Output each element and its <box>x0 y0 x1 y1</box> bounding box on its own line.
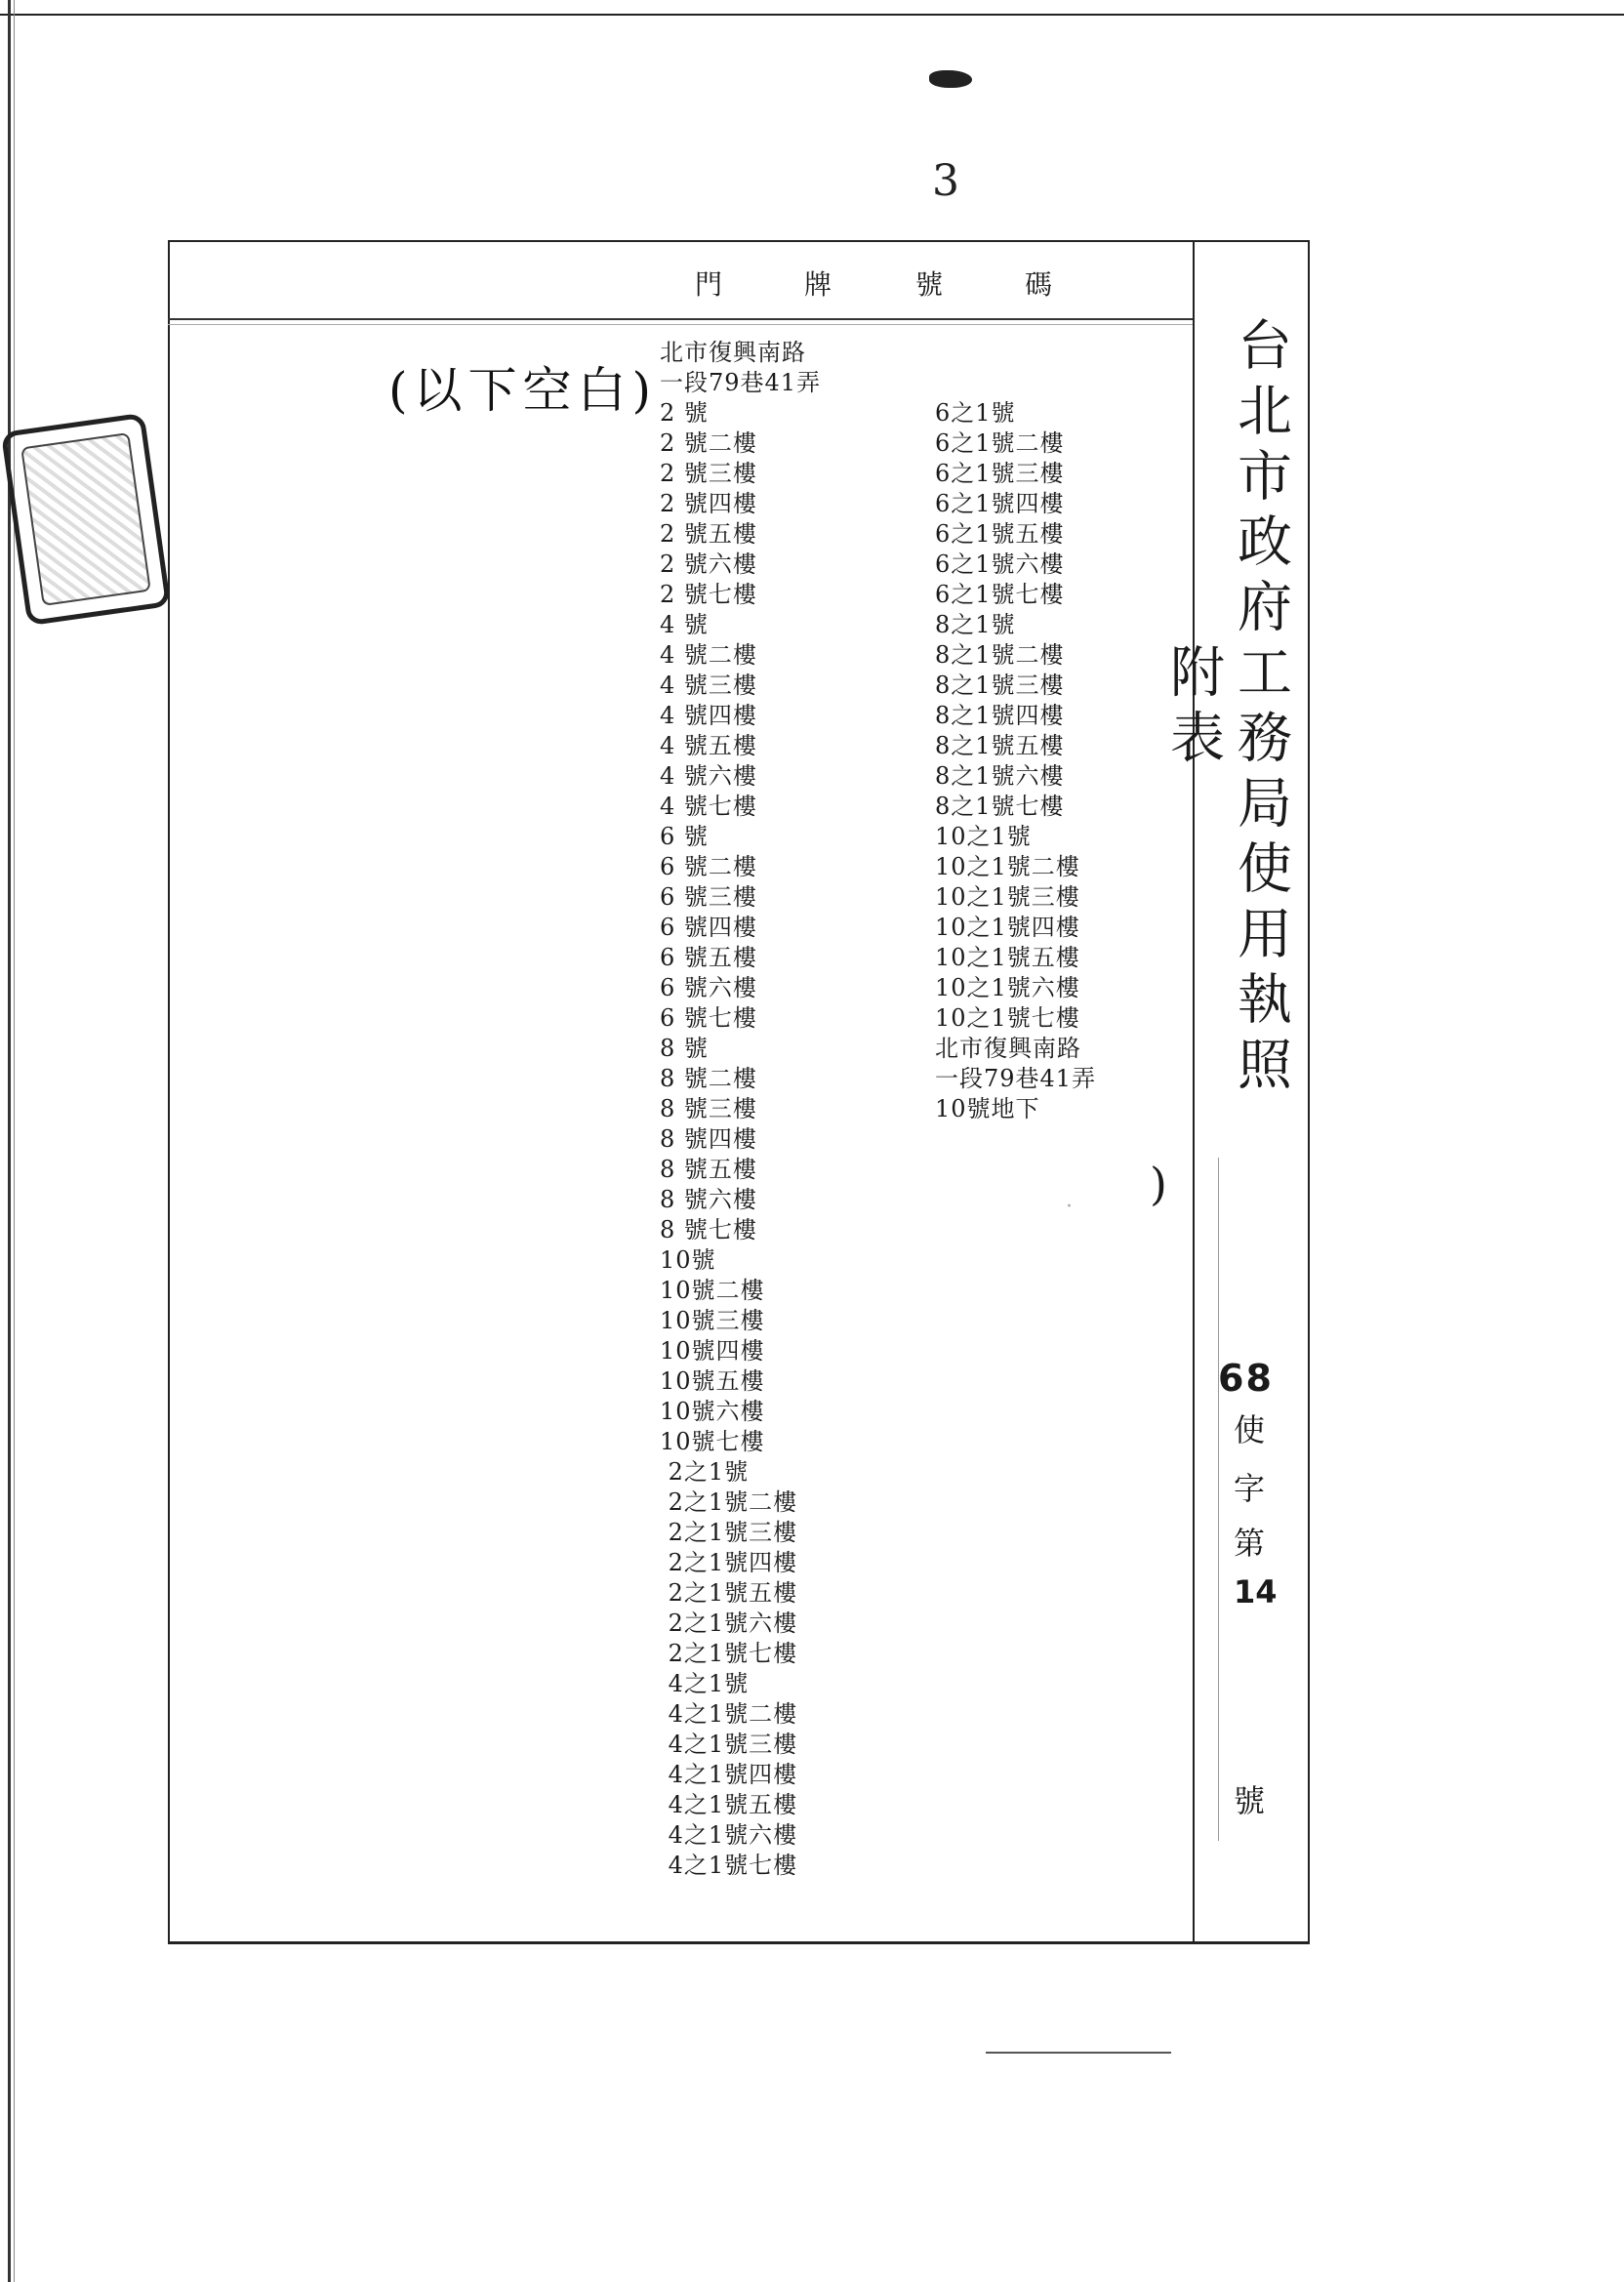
address-entry: 北市復興南路 <box>935 1035 1081 1062</box>
address-entry: 2之1號 <box>660 1458 750 1486</box>
address-entry: 2之1號三樓 <box>660 1519 798 1546</box>
address-entry: 8之1號七樓 <box>935 793 1065 820</box>
address-entry: 2之1號六樓 <box>660 1610 798 1637</box>
permit-number: 14 <box>1234 1573 1278 1610</box>
address-entry: 10之1號 <box>935 823 1032 850</box>
address-entry: 6 號六樓 <box>660 974 757 1001</box>
header-rule <box>168 318 1193 320</box>
address-entry: 6之1號 <box>935 399 1016 427</box>
title-divider <box>1193 240 1195 1944</box>
header-label-men: 門 <box>695 268 725 301</box>
address-entry: 10之1號二樓 <box>935 853 1080 880</box>
permit-char-hao: 號 <box>1234 1782 1266 1819</box>
address-entry: 6 號三樓 <box>660 883 757 911</box>
address-entry: 6 號四樓 <box>660 914 757 941</box>
address-entry: 10號二樓 <box>660 1277 765 1304</box>
address-entry: 8之1號三樓 <box>935 672 1065 699</box>
address-entry: 4之1號五樓 <box>660 1791 798 1818</box>
address-entry: 4之1號三樓 <box>660 1731 798 1758</box>
blank-below-note: (以下空白) <box>388 362 658 419</box>
address-entry: 6之1號四樓 <box>935 490 1065 517</box>
address-entry: 2之1號五樓 <box>660 1579 798 1607</box>
permit-char-zi: 字 <box>1234 1470 1266 1507</box>
address-entry: 8之1號二樓 <box>935 641 1065 669</box>
faint-ink-mark: · <box>1066 1195 1073 1219</box>
address-entry: 2之1號七樓 <box>660 1640 798 1667</box>
address-entry: 6之1號三樓 <box>935 460 1065 487</box>
address-entry: 8之1號五樓 <box>935 732 1065 759</box>
address-entry: 8之1號六樓 <box>935 762 1065 790</box>
address-entry: 2 號六樓 <box>660 550 757 578</box>
scan-edge-left <box>8 0 11 2282</box>
document-title: 台北市政府工務局使用執照附表 <box>1161 316 1292 1101</box>
bracket-mark: ) <box>1150 1158 1167 1210</box>
address-entry: 10號四樓 <box>660 1337 765 1365</box>
address-column-right <box>935 398 1096 1124</box>
official-seal-stamp <box>1 413 171 627</box>
address-entry: 2 號 <box>660 399 709 427</box>
address-entry: 10號三樓 <box>660 1307 765 1334</box>
address-entry: 一段79巷41弄 <box>660 369 822 396</box>
address-entry: 2 號七樓 <box>660 581 757 608</box>
permit-divider <box>1218 1158 1219 1841</box>
address-entry: 2之1號二樓 <box>660 1488 798 1516</box>
address-entry: 4之1號 <box>660 1670 750 1697</box>
address-entry: 6之1號五樓 <box>935 520 1065 548</box>
seal-pattern <box>20 432 151 606</box>
address-entry: 6 號七樓 <box>660 1004 757 1032</box>
address-entry: 4 號二樓 <box>660 641 757 669</box>
ink-blot <box>929 70 972 88</box>
address-entry: 8 號四樓 <box>660 1125 757 1153</box>
header-label-hao: 號 <box>915 268 946 301</box>
address-entry: 10之1號四樓 <box>935 914 1080 941</box>
address-entry: 8之1號 <box>935 611 1016 638</box>
address-entry: 10之1號六樓 <box>935 974 1080 1001</box>
address-entry: 6 號二樓 <box>660 853 757 880</box>
address-entry: 6之1號七樓 <box>935 581 1065 608</box>
address-entry: 4之1號二樓 <box>660 1700 798 1728</box>
address-entry: 一段79巷41弄 <box>935 1065 1097 1092</box>
address-entry: 10號地下 <box>935 1095 1040 1122</box>
scan-edge-left-inner <box>14 0 15 2282</box>
address-entry: 10號六樓 <box>660 1398 765 1425</box>
address-entry: 6之1號二樓 <box>935 429 1065 457</box>
address-entry: 2 號三樓 <box>660 460 757 487</box>
address-entry: 4 號六樓 <box>660 762 757 790</box>
address-entry: 10號 <box>660 1246 716 1274</box>
address-entry: 2 號二樓 <box>660 429 757 457</box>
address-entry: 2之1號四樓 <box>660 1549 798 1576</box>
address-entry: 4 號四樓 <box>660 702 757 729</box>
address-entry: 8 號六樓 <box>660 1186 757 1213</box>
header-rule-secondary <box>168 324 1193 325</box>
address-entry: 10號七樓 <box>660 1428 765 1455</box>
scan-edge-top <box>0 14 1624 16</box>
address-entry: 8 號三樓 <box>660 1095 757 1122</box>
address-entry: 6 號五樓 <box>660 944 757 971</box>
address-entry: 北市復興南路 <box>660 339 806 366</box>
permit-char-di: 第 <box>1234 1525 1266 1562</box>
permit-year: 68 <box>1218 1357 1274 1400</box>
address-column-left <box>660 338 821 1881</box>
address-entry: 4之1號六樓 <box>660 1821 798 1849</box>
address-entry: 10之1號三樓 <box>935 883 1080 911</box>
address-entry: 2 號五樓 <box>660 520 757 548</box>
address-entry: 10之1號七樓 <box>935 1004 1080 1032</box>
address-entry: 8 號七樓 <box>660 1216 757 1243</box>
address-entry: 8 號 <box>660 1035 709 1062</box>
bottom-rule <box>986 2052 1171 2054</box>
address-entry: 4 號 <box>660 611 709 638</box>
address-entry: 8之1號四樓 <box>935 702 1065 729</box>
header-label-pai: 牌 <box>804 268 834 301</box>
address-entry: 4 號五樓 <box>660 732 757 759</box>
address-entry: 6之1號六樓 <box>935 550 1065 578</box>
address-entry: 2 號四樓 <box>660 490 757 517</box>
permit-char-shi: 使 <box>1234 1411 1266 1448</box>
address-entry: 8 號二樓 <box>660 1065 757 1092</box>
address-entry: 10號五樓 <box>660 1367 765 1395</box>
address-entry: 4 號三樓 <box>660 672 757 699</box>
address-entry: 4 號七樓 <box>660 793 757 820</box>
address-entry: 4之1號七樓 <box>660 1852 798 1879</box>
address-entry: 6 號 <box>660 823 709 850</box>
header-label-ma: 碼 <box>1025 268 1055 301</box>
address-entry: 8 號五樓 <box>660 1156 757 1183</box>
page-mark: 3 <box>932 156 959 206</box>
address-entry: 10之1號五樓 <box>935 944 1080 971</box>
address-entry: 4之1號四樓 <box>660 1761 798 1788</box>
